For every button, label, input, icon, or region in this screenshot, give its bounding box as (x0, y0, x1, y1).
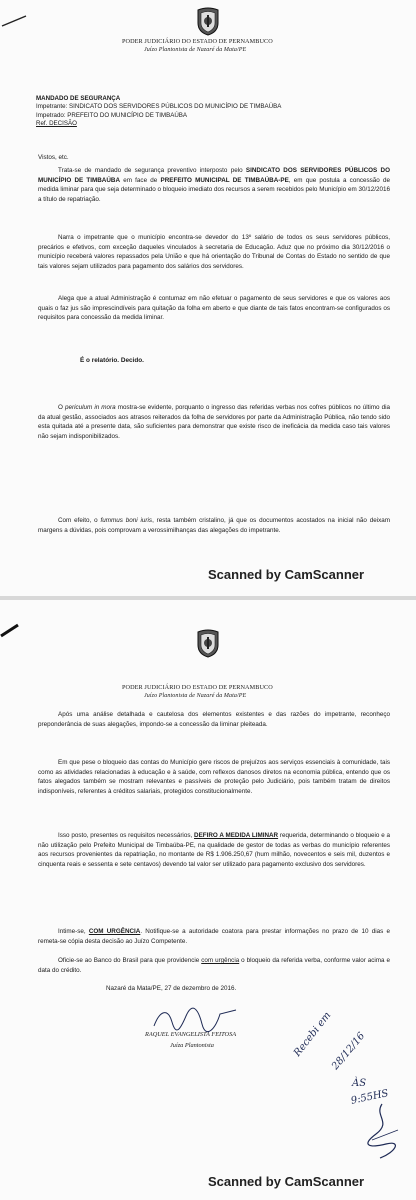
scanner-watermark: Scanned by CamScanner (208, 1174, 365, 1189)
judge-title: Juíza Plantonista (170, 1042, 214, 1049)
corner-mark-2 (0, 622, 22, 638)
handwritten-receipt-note: 28/12/16 (330, 1030, 368, 1073)
corner-mark-1 (0, 14, 30, 28)
document-page-1 (0, 0, 416, 596)
paragraph-8: Isso posto, presentes os requisitos necessários, DEFIRO A MEDIDA LIMINAR requerida, determinando o bloqueio e a não utilização pelo Prefeito Municipal de Timbaúba-PE, na qualidade de gestor de todas as verbas do município referentes aos recursos provenientes da repatriação, no montante de R$ 1.906.250,67 (hum milhão, novecentos e seis mil, duzentos e cinquenta reais e sessenta e sete centavos) devendo tal valor ser utilizado para pagamento exclusivo dos servidores. (38, 832, 390, 869)
impetrante-line: Impetrante: SINDICATO DOS SERVIDORES PÚBLICOS DO MUNICÍPIO DE TIMBAÚBA (36, 103, 282, 111)
handwritten-receipt-note: Recebi em (292, 1010, 334, 1059)
paragraph-9: Intime-se, COM URGÊNCIA. Notifique-se a autoridade coatora para prestar informações no prazo de 10 dias e remeta-se cópia desta decisão ao Juízo Competente. (38, 928, 390, 945)
receipt-signature (352, 1100, 402, 1160)
ref-line: Ref. DECISÃO (36, 120, 77, 128)
court-subtitle: Juízo Plantonista de Nazaré da Mata/PE (144, 47, 247, 53)
court-name: PODER JUDICIÁRIO DO ESTADO DE PERNAMBUCO (122, 38, 273, 45)
handwritten-receipt-note: ÀS (352, 1078, 367, 1089)
paragraph-2: Narra o impetrante que o município encontra-se devedor do 13º salário de todos os seus servidores públicos, precários e efetivos, com exceção daqueles vinculados à secretaria de Educação. Aduz que no próximo dia 30/12/2016 o município receberá valores repassados pela União e que há orientação do Tribunal de Contas do Estado no sentido de que tais valores sejam utilizados para pagamento dos salários dos servidores. (38, 234, 390, 271)
doc-type: MANDADO DE SEGURANÇA (36, 95, 121, 102)
vistos: Vistos, etc. (38, 154, 69, 161)
paragraph-4: O periculum in mora mostra-se evidente, porquanto o ingresso das referidas verbas nos cofres públicos no último dia da atual gestão, associados aos atrasos reiterados da folha de servidores por parte da Administração Pública, não tendo sido esta quitada até a presente data, são suficientes para demonstrar que existe risco de ineficácia da medida caso tais valores não sejam indisponibilizados. (38, 404, 390, 441)
judge-name: RAQUEL EVANGELISTA FEITOSA (145, 1031, 237, 1038)
paragraph-1: Trata-se de mandado de segurança preventivo interposto pelo SINDICATO DOS SERVIDORES PÚBLICOS DO MUNICÍPIO DE TIMBAÚBA em face de PREFEITO MUNICIPAL DE TIMBAÚBA-PE, em que postula a concessão de medida liminar para que seja determinado o bloqueio imediato dos recursos a serem recebidos pelo Município em 30/12/2016 a título de repatriação. (38, 167, 391, 204)
impetrado-line: Impetrado: PREFEITO DO MUNICÍPIO DE TIMBAÚBA (36, 111, 188, 119)
judge-signature (150, 1004, 240, 1034)
paragraph-10: Oficie-se ao Banco do Brasil para que providencie com urgência o bloqueio da referida verba, conforme valor acima e data do crédito. (38, 957, 390, 974)
court-subtitle: Juízo Plantonista de Nazaré da Mata/PE (144, 693, 247, 699)
court-name: PODER JUDICIÁRIO DO ESTADO DE PERNAMBUCO (122, 684, 273, 691)
date-line: Nazaré da Mata/PE, 27 de dezembro de 2016. (106, 985, 237, 992)
court-crest-icon (195, 6, 221, 36)
court-crest-icon (195, 628, 221, 658)
paragraph-3: Alega que a atual Administração é contumaz em não efetuar o pagamento de seus servidores e que os valores aos quais o faz jus são imprescindíveis para quitação da folha em aberto e que diante de tais fatos encontram-se configurados os requisitos para concessão da medida liminar. (38, 295, 390, 322)
paragraph-6: Após uma análise detalhada e cautelosa dos elementos existentes e das razões do impetrante, reconheço preponderância de suas alegações, impondo-se a concessão da liminar pleiteada. (38, 711, 390, 728)
relatorio-heading: É o relatório. Decido. (80, 357, 144, 364)
case-header (36, 95, 281, 129)
scanner-watermark: Scanned by CamScanner (208, 567, 365, 582)
paragraph-7: Em que pese o bloqueio das contas do Município gere riscos de prejuízos aos serviços essenciais à comunidade, tais como as atividades relacionadas à educação e à saúde, com reflexos danosos diretos na economia pública, entendo que os fatos alegados também se mostram relevantes e passíveis de proteção pelo Judiciário, pois também tratam de direitos indisponíveis, referentes à créditos salariais, protegidos constitucionalmente. (38, 759, 390, 796)
document-page-2 (0, 600, 416, 1200)
handwritten-receipt-note: 9:55HS (350, 1088, 390, 1107)
paragraph-5: Com efeito, o fummus boni iuris, resta também cristalino, já que os documentos acostados na inicial não deixam margens a dúvidas, pois comprovam a verossimilhanças das alegações do impetrante. (38, 517, 390, 534)
